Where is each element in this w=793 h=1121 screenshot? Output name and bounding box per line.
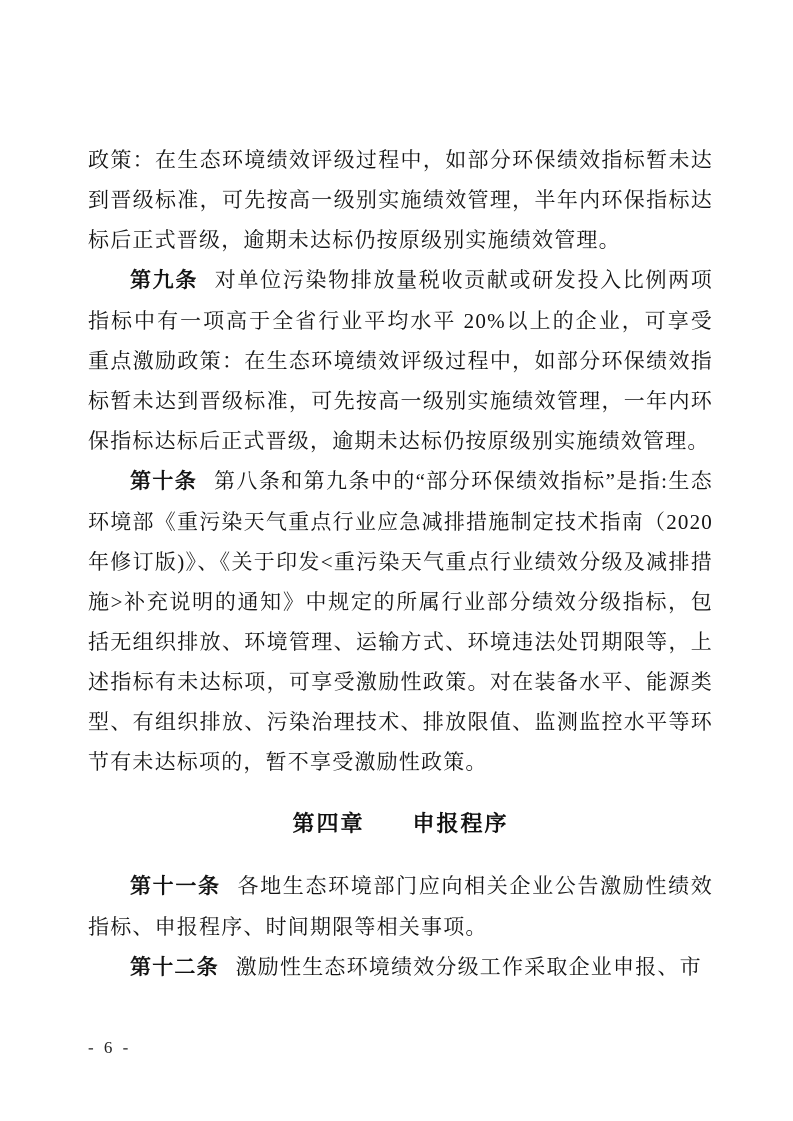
chapter-heading: 第四章 申报程序 [292, 811, 509, 836]
paragraph [88, 866, 713, 947]
paragraph-text: 各地生态环境部门应向相关企业公告激励性绩效指标、申报程序、时间期限等相关事项。 [88, 874, 713, 939]
paragraph [88, 461, 713, 782]
paragraph-text: 激励性生态环境绩效分级工作采取企业申报、市 [235, 955, 702, 979]
article-number: 第十一条 [130, 875, 221, 898]
article-number: 第十二条 [130, 956, 219, 979]
paragraph [88, 140, 713, 260]
paragraph-text: 第八条和第九条中的“部分环保绩效指标”是指:生态环境部《重污染天气重点行业应急减排措施制定技术指南（2020年修订版)》、《关于印发<重污染天气重点行业绩效分级及减排措施>补充说明的通知》中规定的所属行业部分绩效分级指标，包括无组织排放、环境管理、运输方式、环境违法处罚期限等，上述指标有未达标项，可享受激励性政策。对在装备水平、能源类型、有组织排放、污染治理技术、排放限值、监测监控水平等环节有未达标项的，暂不享受激励性政策。 [88, 469, 713, 774]
paragraph [88, 260, 713, 461]
article-number: 第九条 [130, 269, 198, 292]
paragraph-text: 政策：在生态环境绩效评级过程中，如部分环保绩效指标暂未达到晋级标准，可先按高一级别实施绩效管理，半年内环保指标达标后正式晋级，逾期未达标仍按原级别实施绩效管理。 [88, 148, 713, 252]
article-number: 第十条 [130, 470, 198, 493]
document-body [88, 140, 713, 988]
page-number: - 6 - [88, 1038, 132, 1057]
paragraph [88, 947, 713, 988]
paragraph-text: 对单位污染物排放量税收贡献或研发投入比例两项指标中有一项高于全省行业平均水平 20%以上的企业，可享受重点激励政策：在生态环境绩效评级过程中，如部分环保绩效指标暂未达到晋级标准，可先按高一级别实施绩效管理，一年内环保指标达标后正式晋级，逾期未达标仍按原级别实施绩效管理。 [88, 268, 713, 453]
